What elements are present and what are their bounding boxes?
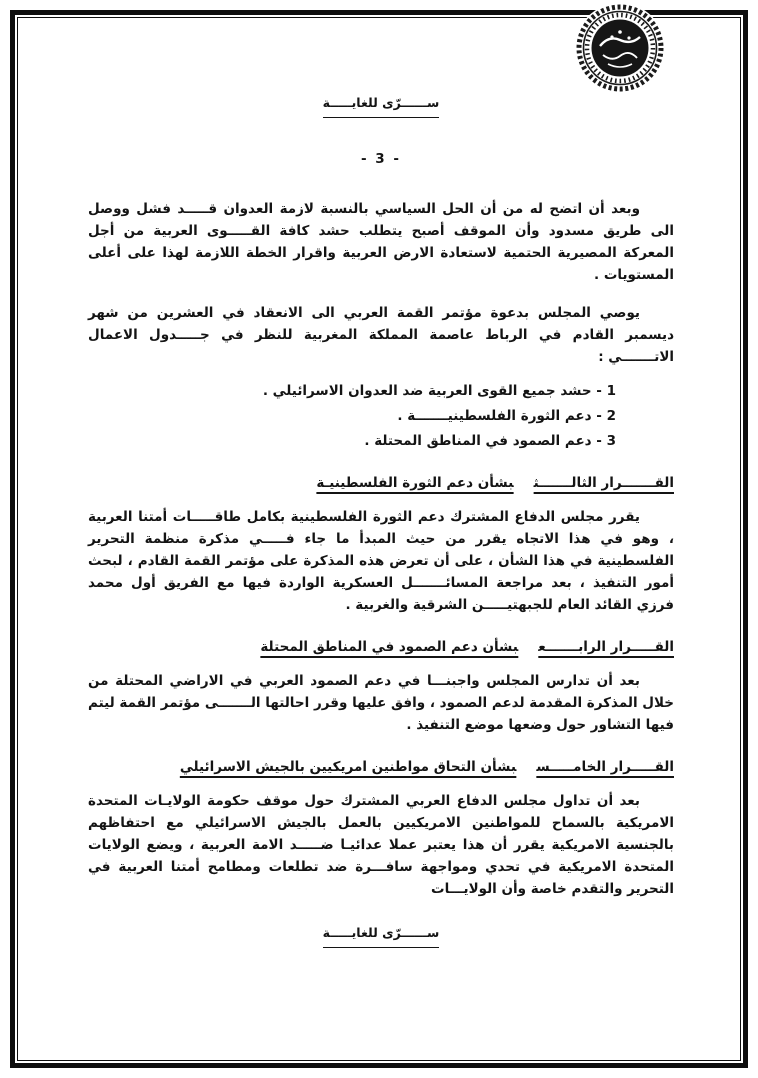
resolution-5-subject: بشأن التحاق مواطنين امريكيين بالجيش الاسرائيلي [179, 759, 517, 775]
classification-text: ســــــرّى للغايـــــة [323, 92, 440, 118]
classification-text-bottom: ســــــرّى للغايـــــة [323, 922, 440, 948]
resolution-4-body: بعد أن تدارس المجلس واجبنـــا في دعم الصمود العربي في الاراضي المحتلة من خلال المذكرة المقدمة لدعم الصمود ، وافق عليها وقرر احالتها الـــــــى مؤتمر القمة ليتم فيها التشاور حول وضعها موضع التنفيذ . [88, 673, 674, 733]
agenda-list [88, 380, 674, 452]
resolution-5-body: بعد أن تداول مجلس الدفاع العربي المشترك حول موقف حكومة الولايـات المتحدة الامريكية بالسماح للمواطنين الامريكيين بالعمل بالجيش الاسرائيلي مع احتفاظهم بالجنسية الامريكية يقرر أن هذا يعتبر عملا عدائيـا ضـــــد الامة العربية ، ويضع الولايات المتحدة الامريكية في تحدي ومواجهة سافـــرة ضد تطلعات ومطامح أمتنا العربية في التحرير والتقدم خاصة وأن الولايـــات [88, 793, 674, 897]
arab-league-seal-icon [574, 2, 666, 94]
resolution-3-subject: بشأن دعم الثورة الفلسطينيـة [316, 475, 514, 491]
resolution-5-heading [88, 756, 674, 778]
agenda-item-1: 1 - حشد جميع القوى العربية ضد العدوان الاسرائيلي . [262, 383, 616, 399]
classification-banner-top [88, 92, 674, 118]
resolution-3-heading [88, 472, 674, 494]
resolution-3-body: يقرر مجلس الدفاع المشترك دعم الثورة الفلسطينية بكامل طاقـــــات أمتنا العربية ، وهو في هذا الاتجاه يقرر من حيث المبدأ ما جاء فـــــي مذكرة منظمة التحرير الفلسطينية في هذا الشأن ، على أن تعرض هذه المذكرة على مؤتمر القمة القادم ، لبحث أمور التنفيذ ، بعد مراجعة المسائـــــــل العسكرية الواردة فيها مع الفريق أول محمد فرزي القائد العام للجبهتيـــــن الشرقية والغربية . [88, 509, 674, 613]
resolution-3-title: القـــــــرار الثالـــــــث [533, 475, 674, 491]
resolution-4-heading [88, 636, 674, 658]
agenda-item-3: 3 - دعم الصمود في المناطق المحتلة . [364, 433, 616, 449]
agenda-item-2: 2 - دعم الثورة الفلسطينيـــــــة . [397, 408, 616, 424]
resolution-5-title: القـــــرار الخامـــــس [536, 759, 674, 775]
resolution-4-subject: بشأن دعم الصمود في المناطق المحتلة [260, 639, 519, 655]
page-number: - 3 - [360, 151, 402, 167]
paragraph-political-solution: وبعد أن اتضح له من أن الحل السياسي بالنسبة لازمة العدوان قـــــد فشل ووصل الى طريق مسدود وأن الموقف أصبح يتطلب حشد كافة القـــــوى العربية من أجل المعركة المصيرية الحتمية لاستعادة الارض العربية واقرار الخطة اللازمة لهذا على أعلى المستويات . [88, 201, 674, 283]
classification-banner-bottom [88, 922, 674, 948]
paragraph-summit-recommendation: يوصي المجلس بدعوة مؤتمر القمة العربي الى الانعقاد في العشرين من شهر ديسمبر القادم في الرباط عاصمة المملكة المغربية للنظر في جـــــدول الاعمال الاتـــــــي : [88, 305, 674, 365]
document-content [88, 92, 674, 1058]
resolution-4-title: القـــــرار الرابـــــــع [538, 639, 674, 655]
